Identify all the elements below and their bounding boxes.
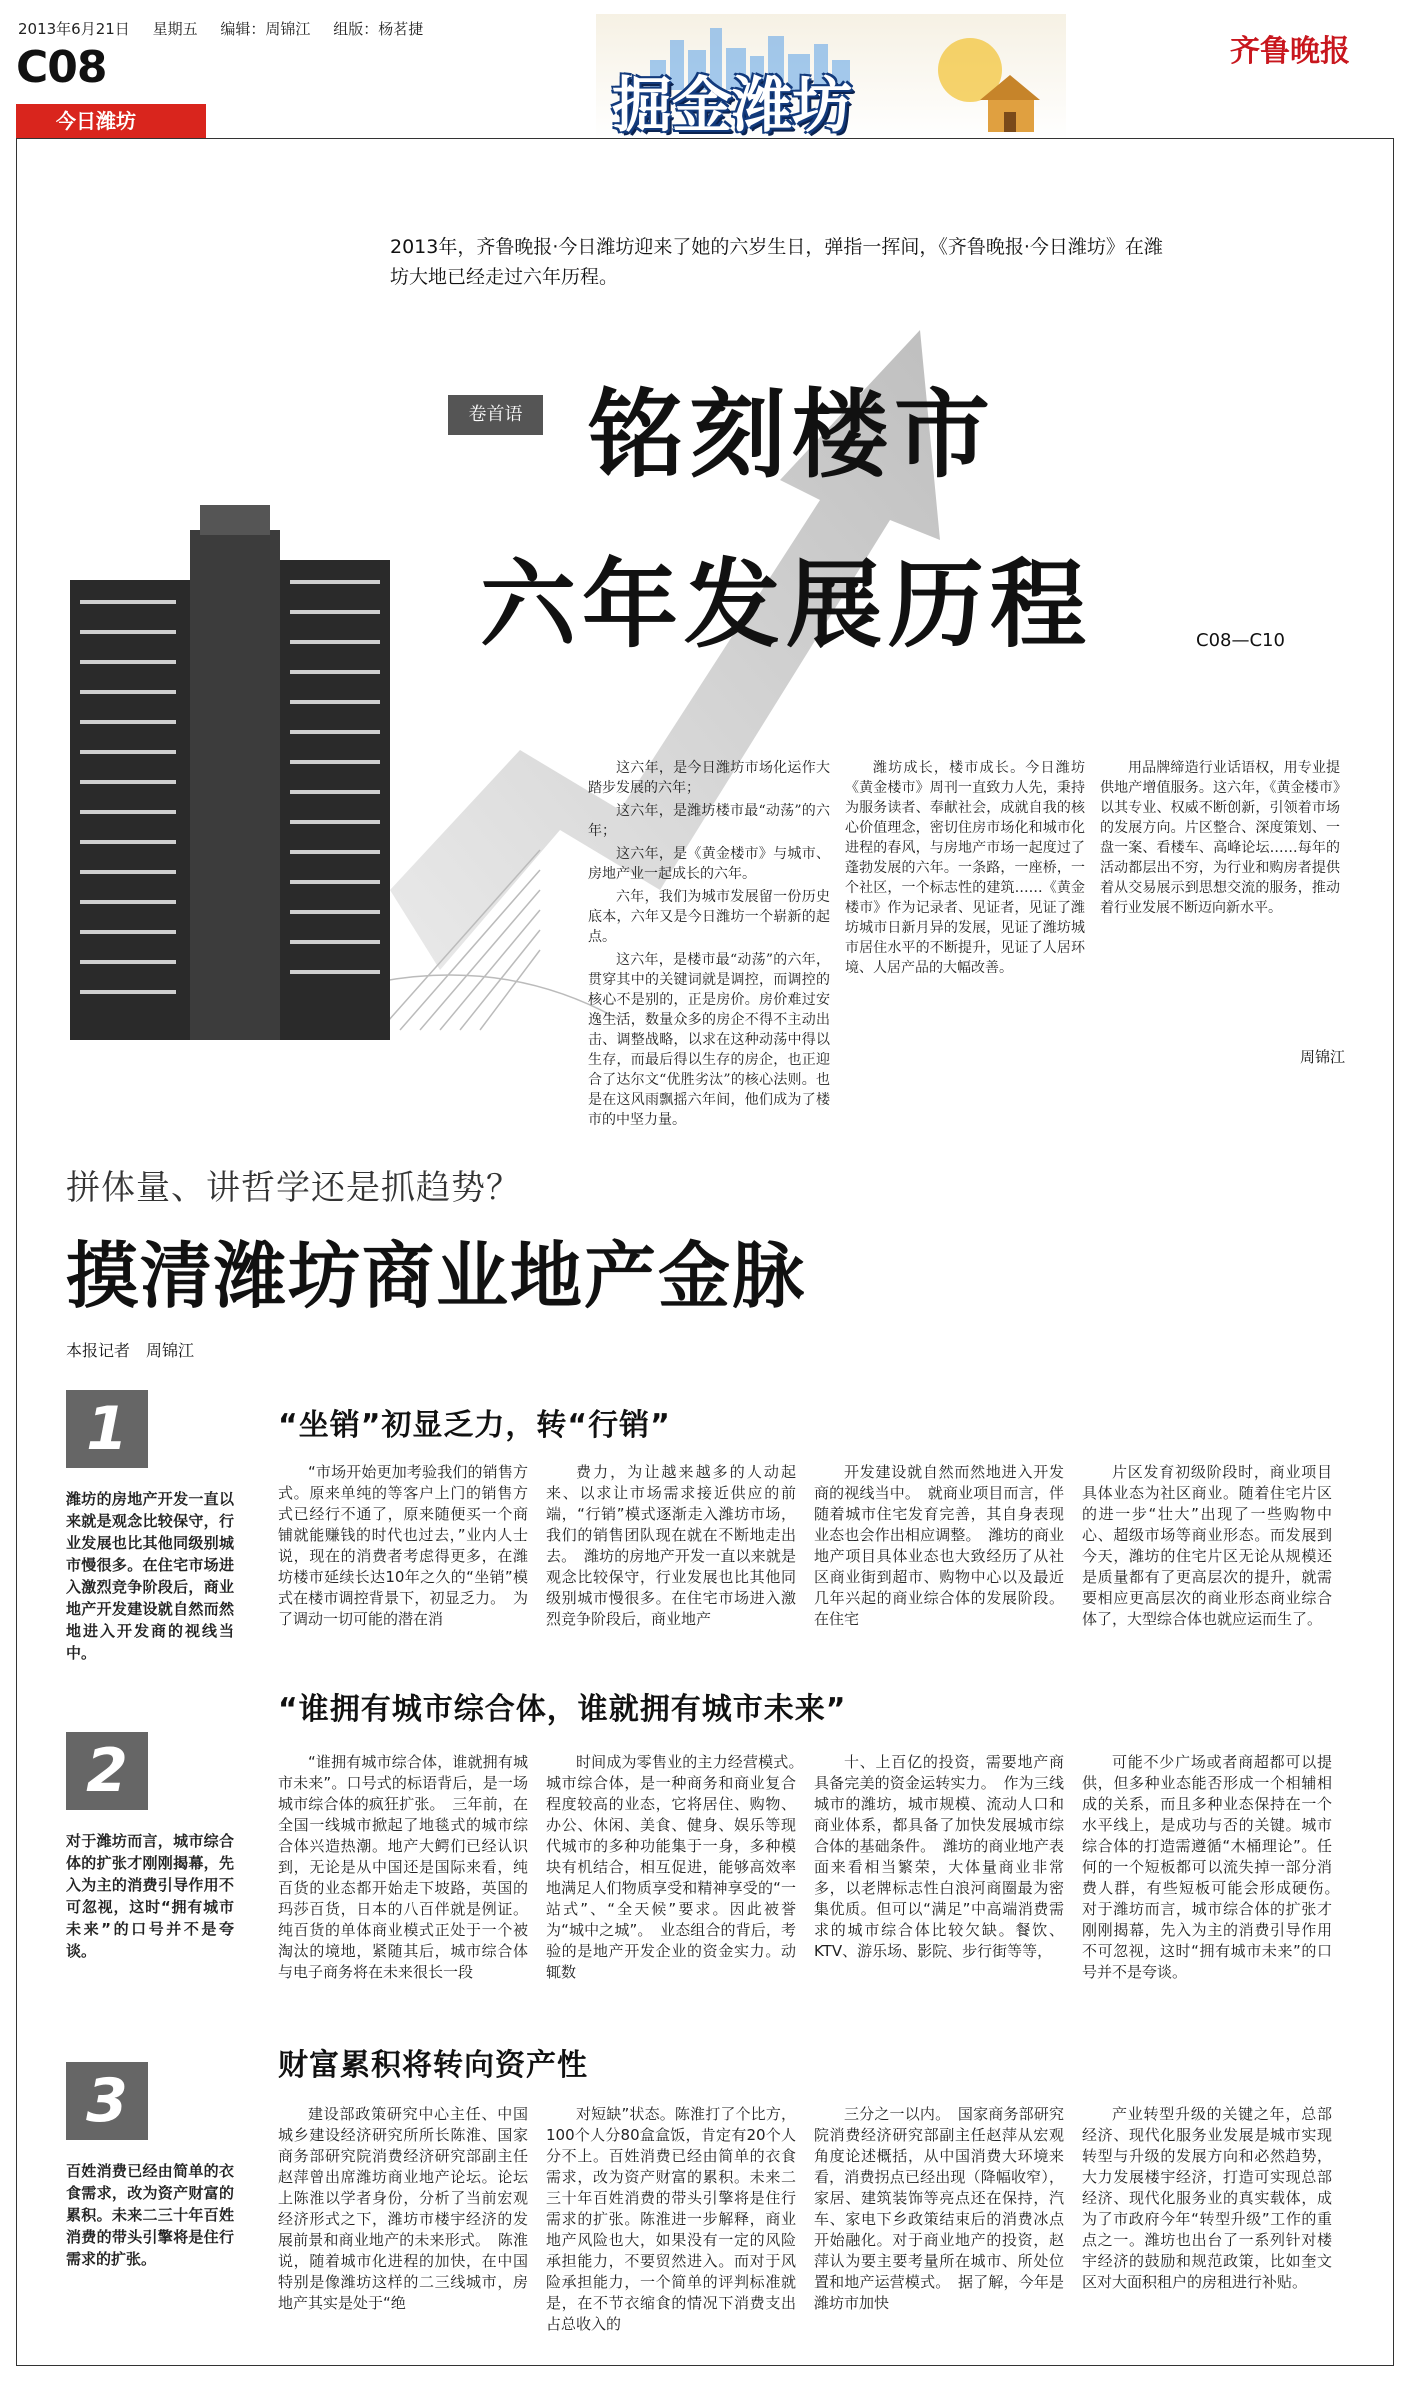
section-1-text: 片区发育初级阶段时，商业项目具体业态为社区商业。随着住宅片区的进一步“壮大”出现了一些购物中心、超级市场等商业形态。而发展到今天，潍坊的住宅片区无论从规模还是质量都有了更高层次的提升，就需要相应更高层次的商业形态商业综合体了，大型综合体也就应运而生了。 [1082,1463,1332,1628]
section-1-text: 开发建设就自然而然地进入开发商的视线当中。 就商业项目而言，伴随着城市住宅发育完善，其自身表现业态也会作出相应调整。 潍坊的商业地产项目具体业态也大致经历了从社区商业街到超市、购物中心以及最近几年兴起的商业综合体的发展阶段。在住宅 [814,1463,1064,1628]
section-2-title: “谁拥有城市综合体，谁就拥有城市未来” [278,1692,847,1727]
issue-weekday: 星期五 [152,20,198,38]
hero-author: 周锦江 [1300,1048,1346,1066]
section-number-1: 1 [66,1390,148,1468]
house-coin-icon [930,30,1050,140]
section-3-title: 财富累积将转向资产性 [278,2048,588,2083]
hero-col1-p: 这六年，是潍坊楼市最“动荡”的六年； [588,803,830,839]
section-3-text: 产业转型升级的关键之年，总部经济、现代化服务业发展是城市实现转型与升级的发展方向和必然趋势，大力发展楼宇经济，打造可实现总部经济、现代化服务业的真实载体，成为了市政府今年“转型升级”工作的重点之一。潍坊也出台了一系列针对楼宇经济的鼓励和规范政策，比如奎文区对大面积租户的房租进行补贴。 [1082,2105,1332,2291]
hero-col2-p: 潍坊成长，楼市成长。今日潍坊《黄金楼市》周刊一直致力人先，秉持为服务读者、奉献社会，成就自我的核心价值理念，密切住房市场化和城市化进程的春风，与房地产市场一起度过了蓬勃发展的六年。一条路，一座桥，一个社区，一个标志性的建筑……《黄金楼市》作为记录者、见证者，见证了潍坊城市日新月异的发展，见证了潍坊城市居住水平的不断提升，见证了人居环境、人居产品的大幅改善。 [845,760,1085,976]
section-3-col [1082,2104,1332,2356]
section-2-summary: 对于潍坊而言，城市综合体的扩张才刚刚揭幕，先入为主的消费引导作用不可忽视，这时“拥有城市未来”的口号并不是夸谈。 [66,1832,234,1960]
hero-column-2 [845,758,1085,1058]
section-3-text: 三分之一以内。 国家商务部研究院消费经济研究部副主任赵萍从宏观角度论述概括，从中国消费大环境来看，消费拐点已经出现（降幅收窄），家居、建筑装饰等亮点还在保持，汽车、家电下乡政策结束后的消费冰点开始融化。对于商业地产的投资，赵萍认为要主要考量所在城市、所处位置和地产运营模式。 据了解，今年是潍坊市加快 [814,2105,1064,2312]
section-3-col [278,2104,528,2356]
feature-headline: 摸清潍坊商业地产金脉 [66,1234,807,1318]
section-1-col [278,1462,528,1662]
page-range: C08—C10 [1196,630,1285,651]
editor: 编辑：周锦江 [220,20,311,38]
feature-subhead: 拼体量、讲哲学还是抓趋势？ [66,1168,521,1208]
section-1-col [546,1462,796,1662]
section-2-col [278,1752,528,2010]
section-2-text: 可能不少广场或者商超都可以提供，但多种业态能否形成一个相辅相成的关系，而且多种业态保持在一个水平线上，是成功与否的关键。城市综合体的打造需遵循“木桶理论”。任何的一个短板都可以流失掉一部分消费人群，有些短板可能会形成硬伤。 对于潍坊而言，城市综合体的扩张才刚刚揭幕，先入为主的消费引导作用不可忽视，这时“拥有城市未来”的口号并不是夸谈。 [1082,1753,1348,1981]
brand-title [612,58,852,144]
section-1-col [814,1462,1064,1662]
hero-title-line2: 六年发展历程 [480,549,1092,661]
section-number-2: 2 [66,1732,148,1810]
hero-column-1 [588,758,830,1128]
section-3-text: 建设部政策研究中心主任、中国城乡建设经济研究所所长陈淮、国家商务部研究院消费经济研究部副主任赵萍曾出席潍坊商业地产论坛。论坛上陈淮以学者身份，分析了当前宏观经济形式之下，潍坊市楼宇经济的发展前景和商业地产的未来形式。 陈淮说，随着城市化进程的加快，在中国特别是像潍坊这样的二三线城市，房地产其实是处于“绝 [278,2105,528,2312]
section-1-col [1082,1462,1332,1662]
preface-badge: 卷首语 [448,395,543,435]
brand-text: 掘金潍坊 [612,71,852,141]
section-2-col [814,1752,1064,2010]
section-number-3: 3 [66,2062,148,2140]
issue-date: 2013年6月21日 [18,20,130,38]
section-2-text: 十、上百亿的投资，需要地产商具备完美的资金运转实力。 作为三线城市的潍坊，城市规模、流动人口和商业体系，都具备了加快发展城市综合体的基础条件。 潍坊的商业地产表面来看相当繁荣，大体量商业非常多，以老牌标志性白浪河商圈最为密集优质。但可以“满足”中高端消费需求的城市综合体比较欠缺。餐饮、KTV、游乐场、影院、步行街等等， [814,1753,1064,1960]
feature-reporter: 本报记者 周锦江 [66,1341,195,1360]
hero-col1-p: 六年，我们为城市发展留一份历史底本，六年又是今日潍坊一个崭新的起点。 [588,889,830,945]
section-2-col [1082,1752,1348,2010]
hero-col3-p: 用品牌缔造行业话语权，用专业提供地产增值服务。这六年，《黄金楼市》以其专业、权威不断创新，引领着市场的发展方向。片区整合、深度策划、一盘一案、看楼车、高峰论坛……每年的活动都层出不穷，为行业和购房者提供着从交易展示到思想交流的服务，推动着行业发展不断迈向新水平。 [1100,760,1340,916]
section-3-text: 对短缺”状态。陈淮打了个比方，100个人分80盒盒饭，肯定有20个人分不上。百姓消费已经由简单的衣食需求，改为资产财富的累积。未来二三十年百姓消费的带头引擎将是住行需求的扩张。陈淮进一步解释，商业地产风险也大，如果没有一定的风险承担能力，不要贸然进入。而对于风险承担能力，一个简单的评判标准就是，在不节衣缩食的情况下消费支出占总收入的 [546,2105,796,2333]
hero-col1-p: 这六年，是楼市最“动荡”的六年，贯穿其中的关键词就是调控，而调控的核心不是别的，正是房价。房价难过安逸生活，数量众多的房企不得不主动出击、调整战略，以求在这种动荡中得以生存，而最后得以生存的房企，也正迎合了达尔文“优胜劣汰”的核心法则。也是在这风雨飘摇六年间，他们成为了楼市的中坚力量。 [588,952,830,1128]
section-3-col [546,2104,796,2356]
section-2-col [546,1752,812,2010]
section-1-summary: 潍坊的房地产开发一直以来就是观念比较保守，行业发展也比其他同级别城市慢很多。在住宅市场进入激烈竞争阶段后，商业地产开发建设就自然而然地进入开发商的视线当中。 [66,1490,234,1662]
hero-title-line1: 铭刻楼市 [588,379,996,491]
hero-col1-p: 这六年，是《黄金楼市》与城市、房地产业一起成长的六年。 [588,846,830,882]
newspaper-masthead: 齐鲁晚报 [1230,34,1350,69]
section-2-text: 时间成为零售业的主力经营模式。 城市综合体，是一种商务和商业复合程度较高的业态，它将居住、购物、办公、休闲、美食、健身、娱乐等现代城市的多种功能集于一身，多种模块有机结合，相互促进，能够高效率地满足人们物质享受和精神享受的“一站式”、“全天候”要求。因此被誉为“城中之城”。 业态组合的背后，考验的是地产开发企业的资金实力。动辄数 [546,1753,812,1981]
section-1-text: “市场开始更加考验我们的销售方式。原来单纯的等客户上门的销售方式已经行不通了，原来随便买一个商铺就能赚钱的时代也过去，”业内人士说，现在的消费者考虑得更多，在潍坊楼市延续长达10年之久的“坐销”模式在楼市调控背景下，初显乏力。 为了调动一切可能的潜在消 [278,1463,528,1628]
hero-col1-p: 这六年，是今日潍坊市场化运作大踏步发展的六年； [588,760,830,796]
section-2-text: “谁拥有城市综合体，谁就拥有城市未来”。口号式的标语背后，是一场城市综合体的疯狂扩张。 三年前，在全国一线城市掀起了地毯式的城市综合体兴造热潮。地产大鳄们已经认识到，无论是从中国还是国际来看，纯百货的业态都开始走下坡路，英国的玛莎百货，日本的八百伴就是例证。纯百货的单体商业模式正处于一个被淘汰的境地，紧随其后，城市综合体与电子商务将在未来很长一段 [278,1753,528,1981]
hero-column-3 [1100,758,1340,1038]
section-3-summary: 百姓消费已经由简单的衣食需求，改为资产财富的累积。未来二三十年百姓消费的带头引擎将是住行需求的扩张。 [66,2162,234,2268]
section-tag: 今日潍坊 [16,104,206,138]
intro-paragraph: 2013年，齐鲁晚报·今日潍坊迎来了她的六岁生日，弹指一挥间，《齐鲁晚报·今日潍坊》在潍坊大地已经走过六年历程。 [390,236,1163,288]
section-1-title: “坐销”初显乏力，转“行销” [278,1408,671,1443]
header-meta [18,18,441,39]
layout-editor: 组版：杨茗捷 [333,20,424,38]
section-1-text: 费力，为让越来越多的人动起来、以求让市场需求接近供应的前端，“行销”模式逐渐走入潍坊市场，我们的销售团队现在就在不断地走出去。 潍坊的房地产开发一直以来就是观念比较保守，行业发展也比其他同级别城市慢很多。在住宅市场进入激烈竞争阶段后，商业地产 [546,1463,796,1628]
section-3-col [814,2104,1064,2356]
page-number: C08 [16,42,107,93]
